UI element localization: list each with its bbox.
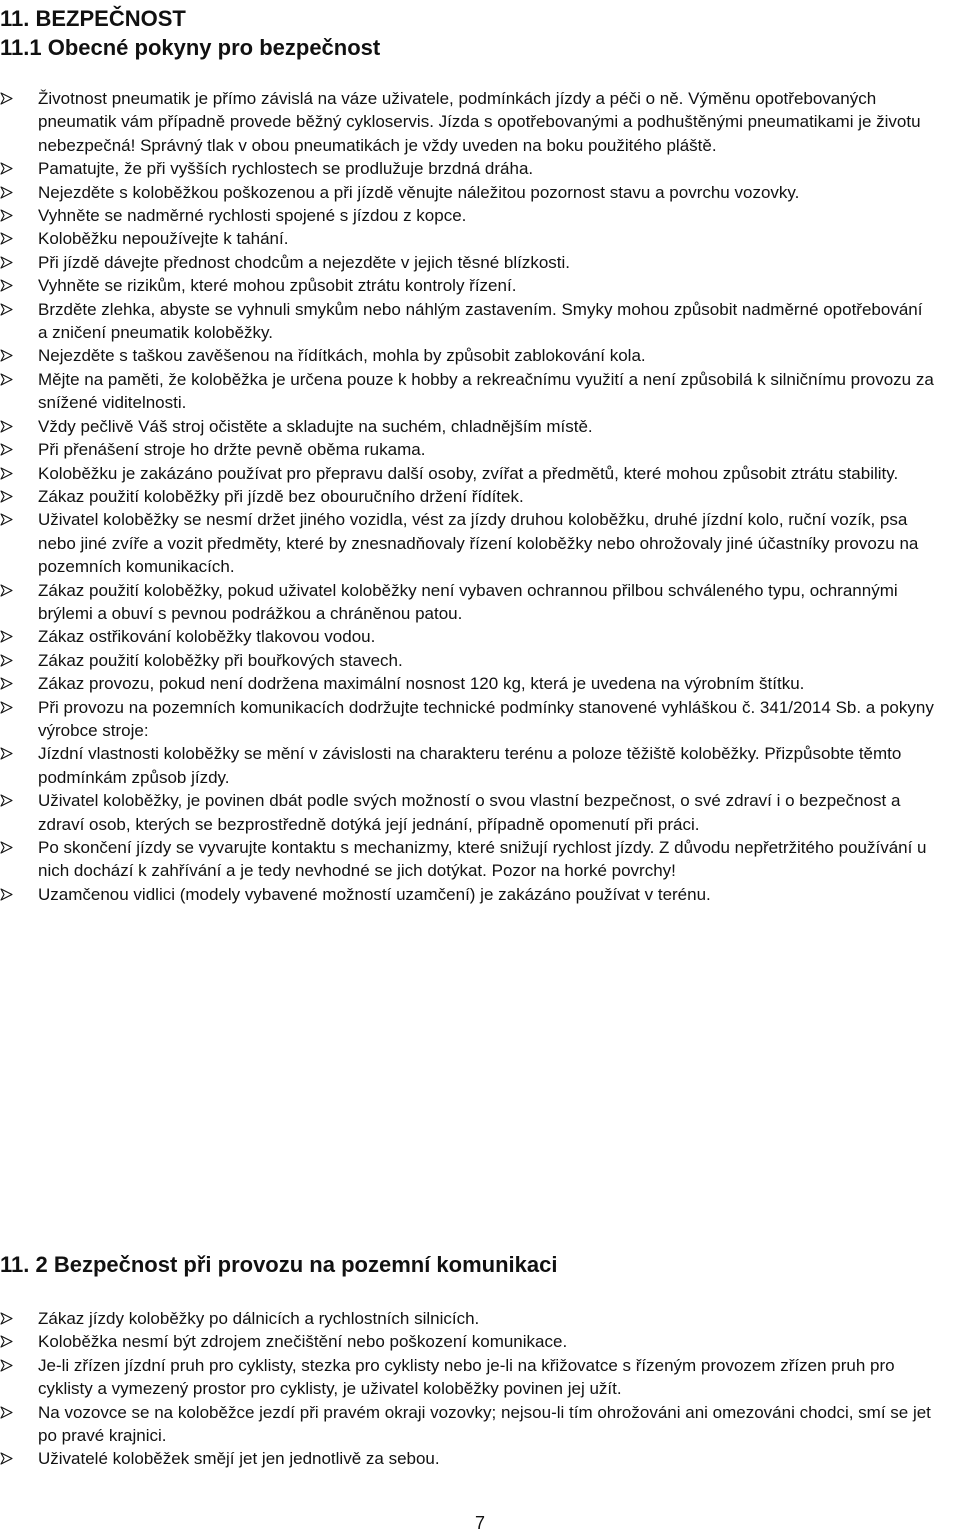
list-item-text: Na vozovce se na koloběžce jezdí při pravém okraji vozovky; nejsou-li tím ohrožováni ani omezováni chodci, smí se jet po pravé krajnici. — [38, 1402, 931, 1446]
list-item-text: Vždy pečlivě Váš stroj očistěte a skladujte na suchém, chladnějším místě. — [38, 416, 593, 436]
list-item — [0, 742, 935, 789]
list-item — [0, 181, 935, 204]
list-item-text: Zákaz ostřikování koloběžky tlakovou vodou. — [38, 627, 376, 647]
arrowhead-bullet-icon — [0, 490, 13, 503]
arrowhead-bullet-icon — [0, 1359, 13, 1372]
list-item-text: Koloběžka nesmí být zdrojem znečištění nebo poškození komunikace. — [38, 1332, 568, 1352]
list-item — [0, 227, 935, 250]
arrowhead-bullet-icon — [0, 186, 13, 199]
arrowhead-bullet-icon — [0, 1452, 13, 1465]
list-item — [0, 438, 935, 461]
list-item — [0, 1401, 935, 1448]
list-item — [0, 204, 935, 227]
arrowhead-bullet-icon — [0, 467, 13, 480]
list-item-text: Zákaz provozu, pokud není dodržena maximální nosnost 120 kg, která je uvedena na výrobním štítku. — [38, 674, 805, 694]
arrowhead-bullet-icon — [0, 794, 13, 807]
arrowhead-bullet-icon — [0, 92, 13, 105]
list-item-text: Vyhněte se nadměrné rychlosti spojené s jízdou z kopce. — [38, 206, 467, 226]
arrowhead-bullet-icon — [0, 256, 13, 269]
list-item — [0, 1330, 935, 1353]
list-item — [0, 836, 935, 883]
list-item-text: Zákaz použití koloběžky, pokud uživatel koloběžky není vybaven ochrannou přilbou schváleného typu, ochrannými brýlemi a obuví s pevnou podrážkou a chráněnou patou. — [38, 580, 898, 623]
arrowhead-bullet-icon — [0, 443, 13, 456]
list-item-text: Uzamčenou vidlici (modely vybavené možností uzamčení) je zakázáno používat v terénu. — [38, 884, 711, 904]
list-item — [0, 625, 935, 648]
list-item-text: Zákaz jízdy koloběžky po dálnicích a rychlostních silnicích. — [38, 1309, 480, 1328]
list-item — [0, 251, 935, 274]
arrowhead-bullet-icon — [0, 279, 13, 292]
arrowhead-bullet-icon — [0, 1406, 13, 1419]
list-item-text: Po skončení jízdy se vyvarujte kontaktu s mechanizmy, které snižují rychlost jízdy. Z důvodu nepřetržitého používání u nich dochází k zahřívání a je tedy nevhodné se jich dotýkat. Pozor na horké povrchy! — [38, 838, 927, 881]
arrowhead-bullet-icon — [0, 349, 13, 362]
list-item-text: Nejezděte s koloběžkou poškozenou a při jízdě věnujte náležitou pozornost stavu a povrchu vozovky. — [38, 182, 800, 202]
arrowhead-bullet-icon — [0, 584, 13, 597]
list-item — [0, 696, 935, 743]
list-item-text: Koloběžku je zakázáno používat pro přepravu další osoby, zvířat a předmětů, které mohou způsobit ztrátu stability. — [38, 463, 899, 483]
list-item — [0, 649, 935, 672]
list-item — [0, 883, 935, 906]
list-item-text: Jízdní vlastnosti koloběžky se mění v závislosti na charakteru terénu a poloze těžiště koloběžky. Přizpůsobte těmto podmínkám způsob jízdy. — [38, 744, 902, 787]
list-item — [0, 579, 935, 626]
list-item — [0, 1354, 935, 1401]
list-item — [0, 1307, 935, 1330]
arrowhead-bullet-icon — [0, 420, 13, 433]
arrowhead-bullet-icon — [0, 888, 13, 901]
list-item-text: Uživatel koloběžky, je povinen dbát podle svých možností o svou vlastní bezpečnost, o své zdraví i o bezpečnost a zdraví osob, kterých se bezprostředně dotýká její jednání, případně opomenutí při práci. — [38, 791, 901, 834]
list-item-text: Vyhněte se rizikům, které mohou způsobit ztrátu kontroly řízení. — [38, 276, 517, 296]
list-item-text: Při přenášení stroje ho držte pevně oběma rukama. — [38, 440, 426, 460]
arrowhead-bullet-icon — [0, 1335, 13, 1348]
list-item — [0, 157, 935, 180]
arrowhead-bullet-icon — [0, 841, 13, 854]
arrowhead-bullet-icon — [0, 630, 13, 643]
general-safety-list — [0, 87, 935, 906]
list-item — [0, 462, 935, 485]
arrowhead-bullet-icon — [0, 513, 13, 526]
list-item — [0, 344, 935, 367]
arrowhead-bullet-icon — [0, 209, 13, 222]
road-safety-list — [0, 1307, 935, 1471]
list-item — [0, 508, 935, 578]
arrowhead-bullet-icon — [0, 1312, 13, 1325]
section-title-road-safety: 11. 2 Bezpečnost při provozu na pozemní komunikaci — [0, 1252, 558, 1277]
chapter-title: 11. BEZPEČNOST — [0, 6, 186, 31]
list-item-text: Uživatel koloběžky se nesmí držet jiného vozidla, vést za jízdy druhou koloběžku, druhé jízdní kolo, ruční vozík, psa nebo jiné zvíře a vozit předměty, které by znesnadňovaly řízení koloběžky nebo ohrožovaly jiné účastníky provozu na pozemních komunikacích. — [38, 510, 919, 577]
list-item — [0, 789, 935, 836]
list-item-text: Při provozu na pozemních komunikacích dodržujte technické podmínky stanovené vyhláškou č. 341/2014 Sb. a pokyny výrobce stroje: — [38, 697, 934, 740]
arrowhead-bullet-icon — [0, 162, 13, 175]
list-item-text: Zákaz použití koloběžky při bouřkových stavech. — [38, 650, 403, 670]
list-item-text: Pamatujte, že při vyšších rychlostech se prodlužuje brzdná dráha. — [38, 159, 534, 179]
list-item — [0, 672, 935, 695]
list-item-text: Při jízdě dávejte přednost chodcům a nejezděte v jejich těsné blízkosti. — [38, 252, 571, 272]
list-item — [0, 1447, 935, 1470]
list-item — [0, 274, 935, 297]
list-item-text: Koloběžku nepoužívejte k tahání. — [38, 229, 289, 249]
list-item — [0, 368, 935, 415]
arrowhead-bullet-icon — [0, 303, 13, 316]
list-item — [0, 485, 935, 508]
list-item-text: Je-li zřízen jízdní pruh pro cyklisty, stezka pro cyklisty nebo je-li na křižovatce s řízeným provozem zřízen pruh pro cyklisty a vymezený prostor pro cyklisty, je uživatel koloběžky povinen jej užít. — [38, 1355, 895, 1399]
arrowhead-bullet-icon — [0, 232, 13, 245]
arrowhead-bullet-icon — [0, 373, 13, 386]
list-item-text: Brzděte zlehka, abyste se vyhnuli smykům nebo náhlým zastavením. Smyky mohou způsobit nadměrné opotřebování a zničení pneumatik koloběžky. — [38, 299, 923, 343]
list-item — [0, 298, 935, 345]
list-item-text: Nejezděte s taškou zavěšenou na řídítkách, mohla by způsobit zablokování kola. — [38, 346, 646, 366]
list-item-text: Zákaz použití koloběžky při jízdě bez obouručního držení řídítek. — [38, 486, 524, 506]
arrowhead-bullet-icon — [0, 677, 13, 690]
list-item-text: Životnost pneumatik je přímo závislá na váze uživatele, podmínkách jízdy a péči o ně. Výměnu opotřebovaných pneumatik vám případně provede běžný cykloservis. Jízda s opotřebovanými a podhuštěnými pneumatikami je životu nebezpečná! Správný tlak v obou pneumatikách je vždy uveden na boku použitého pláště. — [38, 89, 921, 155]
page-number: 7 — [474, 1513, 485, 1533]
list-item-text: Mějte na paměti, že koloběžka je určena pouze k hobby a rekreačnímu využití a není způsobilá k silničnímu provozu za snížené viditelnosti. — [38, 369, 934, 413]
arrowhead-bullet-icon — [0, 654, 13, 667]
list-item — [0, 415, 935, 438]
arrowhead-bullet-icon — [0, 701, 13, 714]
arrowhead-bullet-icon — [0, 747, 13, 760]
list-item-text: Uživatelé koloběžek smějí jet jen jednotlivě za sebou. — [38, 1449, 440, 1469]
list-item — [0, 87, 935, 157]
section-title-general-safety: 11.1 Obecné pokyny pro bezpečnost — [0, 35, 381, 60]
